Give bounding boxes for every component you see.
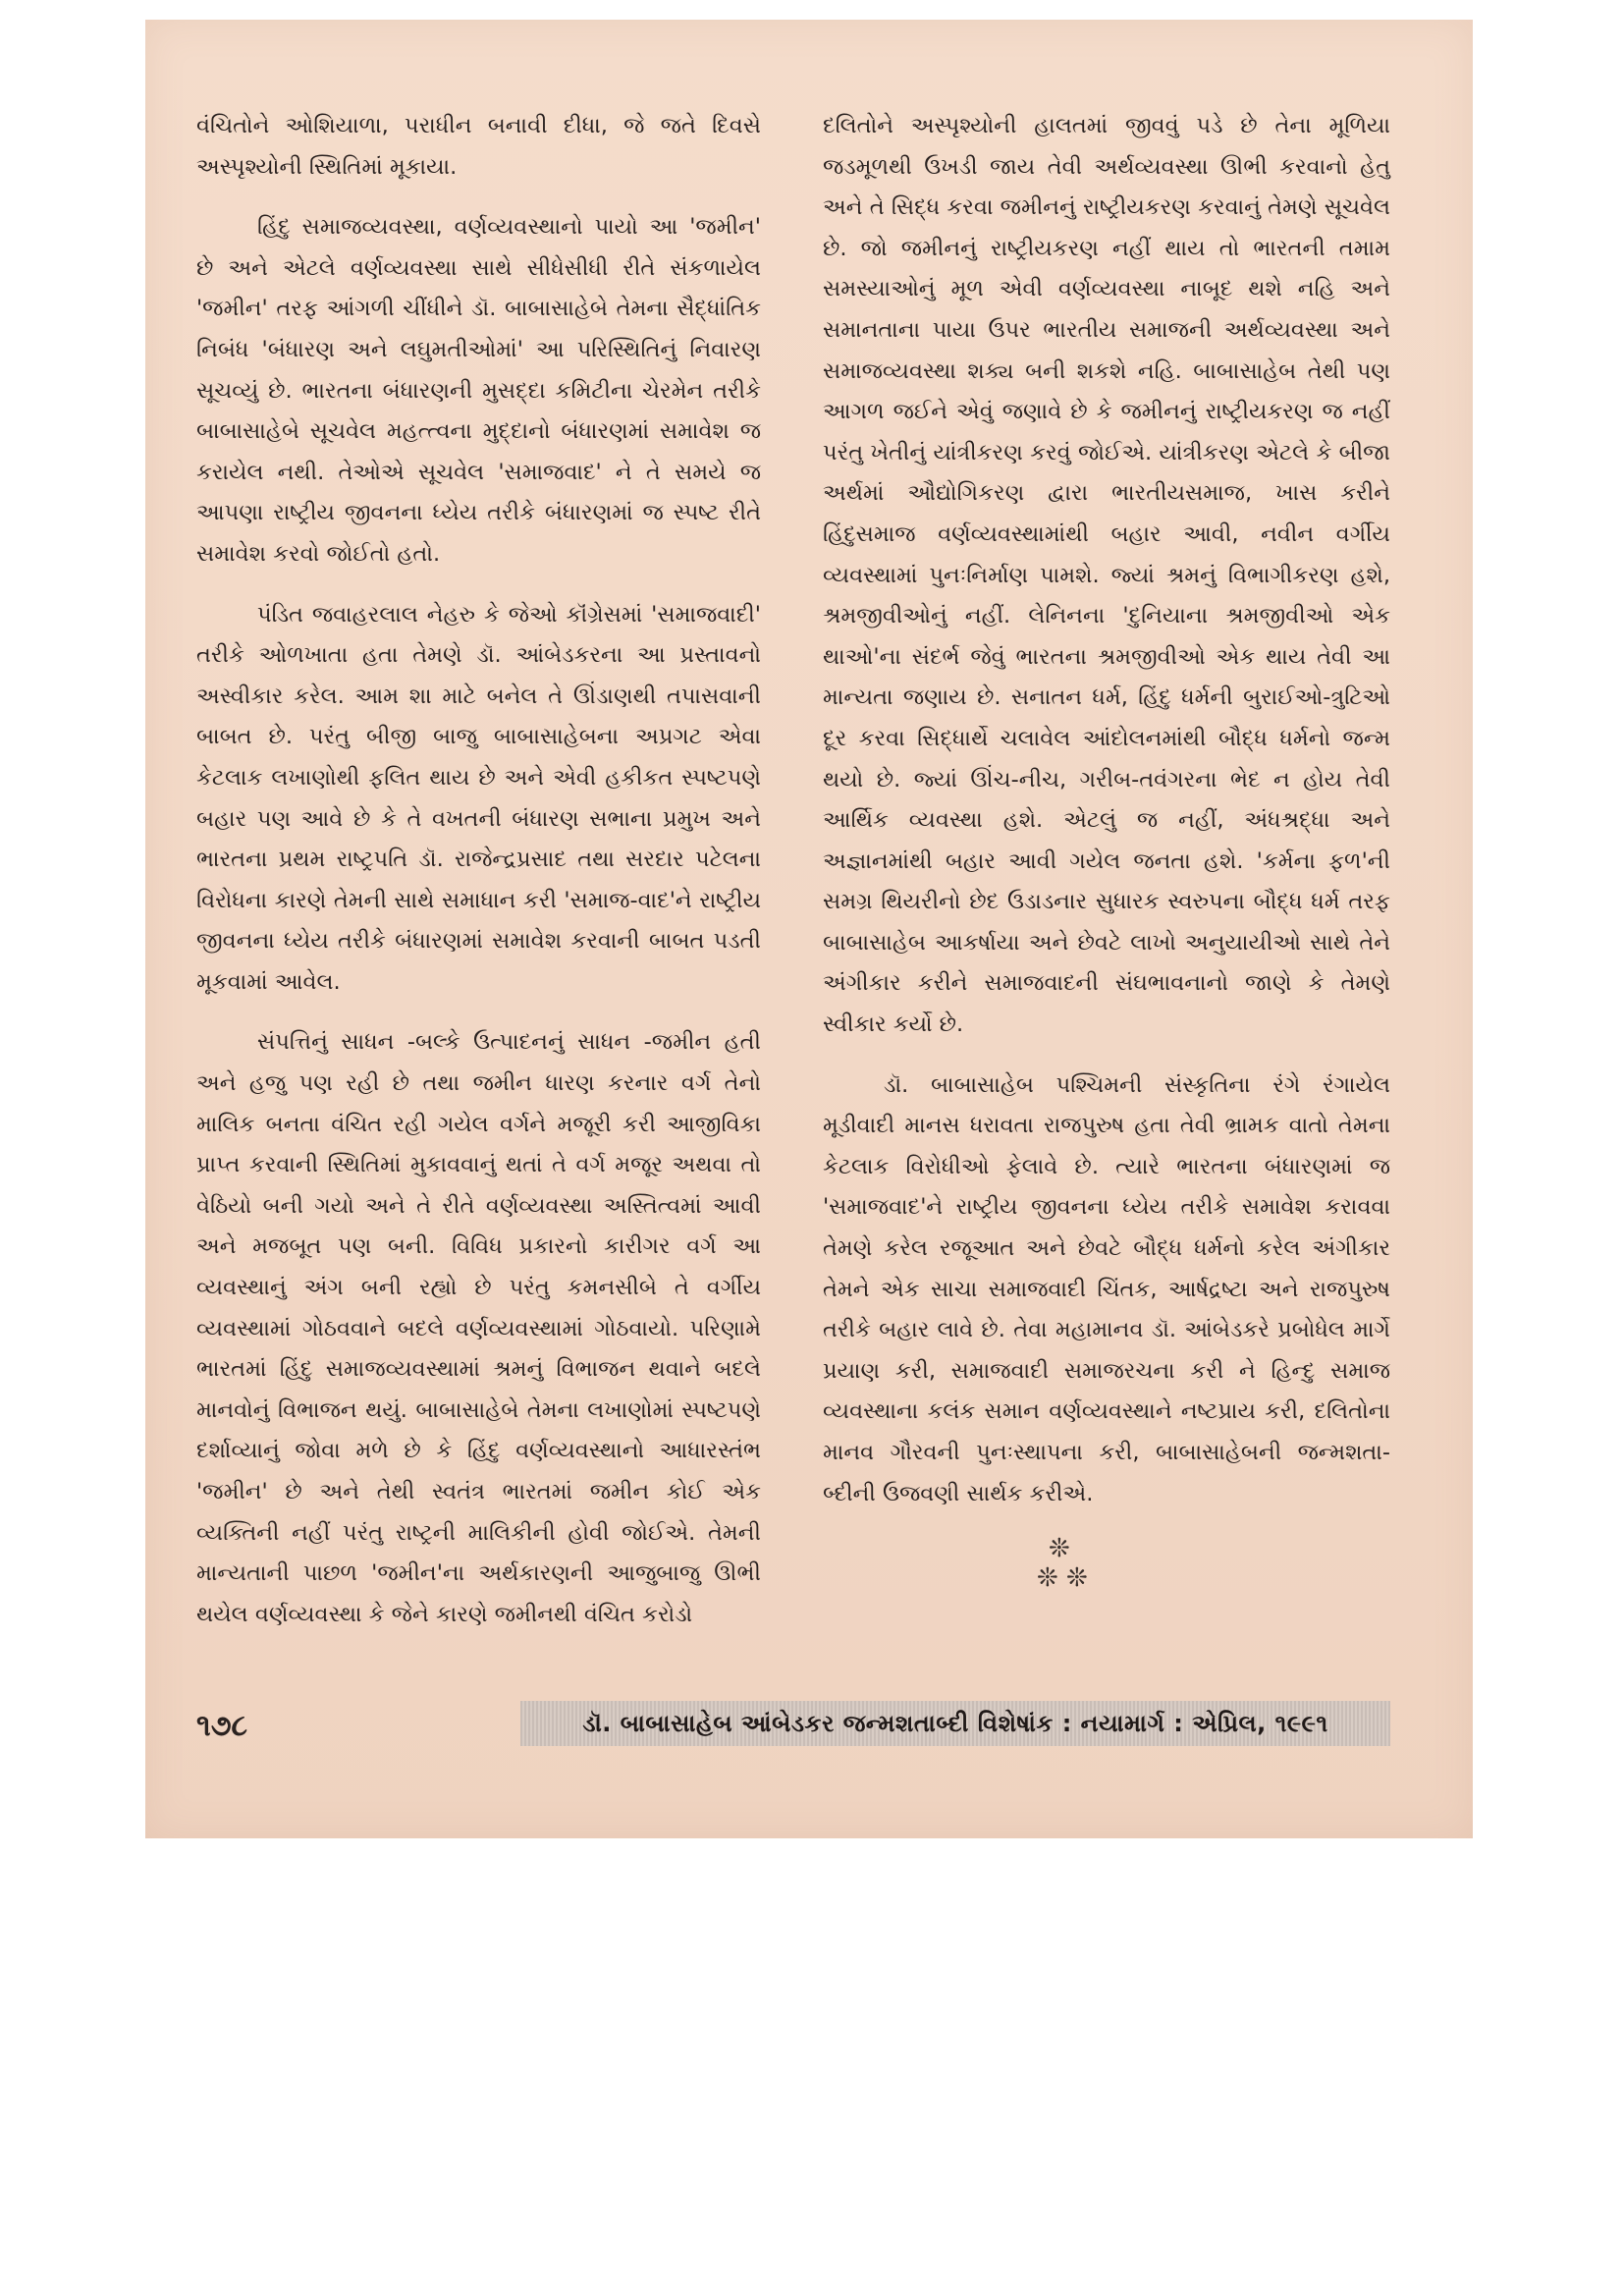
paragraph: પંડિત જવાહરલાલ નેહરુ કે જેઓ કૉંગ્રેસમાં 'સમાજવાદી' તરીકે ઓળખાતા હતા તેમણે ડૉ. આંબેડકરના આ પ્રસ્તાવનો અસ્વીકાર કરેલ. આમ શા માટે બનેલ તે ઊંડાણથી તપાસવાની બાબત છે. પરંતુ બીજી બાજુ બાબાસાહેબના અપ્રગટ એવા કેટલાક લખાણોથી ફલિત થાય છે અને એવી હકીકત સ્પષ્ટપણે બહાર પણ આવે છે કે તે વખતની બંધારણ સભાના પ્રમુખ અને ભારતના પ્રથમ રાષ્ટ્રપતિ ડૉ. રાજેન્દ્રપ્રસાદ તથા સરદાર પટેલના વિરોધના કારણે તેમની સાથે સમાધાન કરી 'સમાજ-વાદ'ને રાષ્ટ્રીય જીવનના ધ્યેય તરીકે બંધારણમાં સમાવેશ કરવાની બાબત પડતી મૂકવામાં આવેલ. [196,601,761,995]
paragraph: ડૉ. બાબાસાહેબ પશ્ચિમની સંસ્કૃતિના રંગે રંગાયેલ મૂડીવાદી માનસ ધરાવતા રાજપુરુષ હતા તેવી ભ્રામક વાતો તેમના કેટલાક વિરોધીઓ ફેલાવે છે. ત્યારે ભારતના બંધારણમાં જ 'સમાજવાદ'ને રાષ્ટ્રીય જીવનના ધ્યેય તરીકે સમાવેશ કરાવવા તેમણે કરેલ રજૂઆત અને છેવટે બૌદ્ધ ધર્મનો કરેલ અંગીકાર તેમને એક સાચા સમાજવાદી ચિંતક, આર્ષદ્રષ્ટા અને રાજપુરુષ તરીકે બહાર લાવે છે. તેવા મહામાનવ ડૉ. આંબેડકરે પ્રબોધેલ માર્ગે પ્રયાણ કરી, સમાજવાદી સમાજરચના કરી ને હિન્દુ સમાજ વ્યવસ્થાના કલંક સમાન વર્ણવ્યવસ્થાને નષ્ટપ્રાય કરી, દલિતોના માનવ ગૌરવની પુનઃસ્થાપના કરી, બાબાસાહેબની જન્મશતા-બ્દીની ઉજવણી સાર્થક કરીએ. [823,1071,1390,1506]
page-number: ૧૭૮ [196,1709,248,1743]
footer-banner: ડૉ. બાબાસાહેબ આંબેડકર જન્મશતાબ્દી વિશેષાંક : નયામાર્ગ : એપ્રિલ, ૧૯૯૧ [520,1701,1390,1746]
left-column [196,106,761,1655]
paragraph: હિંદુ સમાજવ્યવસ્થા, વર્ણવ્યવસ્થાનો પાયો આ 'જમીન' છે અને એટલે વર્ણવ્યવસ્થા સાથે સીધેસીધી રીતે સંકળાયેલ 'જમીન' તરફ આંગળી ચીંધીને ડૉ. બાબાસાહેબે તેમના સૈદ્ધાંતિક નિબંધ 'બંધારણ અને લઘુમતીઓમાં' આ પરિસ્થિતિનું નિવારણ સૂચવ્યું છે. ભારતના બંધારણની મુસદ્દા કમિટીના ચેરમેન તરીકે બાબાસાહેબે સૂચવેલ મહત્ત્વના મુદ્દાનો બંધારણમાં સમાવેશ જ કરાયેલ નથી. તેઓએ સૂચવેલ 'સમાજવાદ' ને તે સમયે જ આપણા રાષ્ટ્રીય જીવનના ધ્યેય તરીકે બંધારણમાં જ સ્પષ્ટ રીતે સમાવેશ કરવો જોઈતો હતો. [196,214,761,567]
ornament-icon: ❊ [1049,1534,1070,1564]
paragraph: દલિતોને અસ્પૃશ્યોની હાલતમાં જીવવું પડે છે તેના મૂળિયા જડમૂળથી ઉખડી જાય તેવી અર્થવ્યવસ્થા ઊભી કરવાનો હેતુ અને તે સિદ્ધ કરવા જમીનનું રાષ્ટ્રીયકરણ કરવાનું તેમણે સૂચવેલ છે. જો જમીનનું રાષ્ટ્રીયકરણ નહીં થાય તો ભારતની તમામ સમસ્યાઓનું મૂળ એવી વર્ણવ્યવસ્થા નાબૂદ થશે નહિ અને સમાનતાના પાયા ઉપર ભારતીય સમાજની અર્થવ્યવસ્થા અને સમાજવ્યવસ્થા શક્ય બની શકશે નહિ. બાબાસાહેબ તેથી પણ આગળ જઈને એવું જણાવે છે કે જમીનનું રાષ્ટ્રીયકરણ જ નહીં પરંતુ ખેતીનું યાંત્રીકરણ કરવું જોઈએ. યાંત્રીકરણ એટલે કે બીજા અર્થમાં ઔદ્યોગિકરણ દ્વારા ભારતીયસમાજ, ખાસ કરીને હિંદુસમાજ વર્ણવ્યવસ્થામાંથી બહાર આવી, નવીન વર્ગીય વ્યવસ્થામાં પુનઃનિર્માણ પામશે. જ્યાં શ્રમનું વિભાગીકરણ હશે, શ્રમજીવીઓનું નહીં. લેનિનના 'દુનિયાના શ્રમજીવીઓ એક થાઓ'ના સંદર્ભ જેવું ભારતના શ્રમજીવીઓ એક થાય તેવી આ માન્યતા જણાય છે. સનાતન ધર્મ, હિંદુ ધર્મની બુરાઈઓ-ત્રુટિઓ દૂર કરવા સિદ્ધાર્થે ચલાવેલ આંદોલનમાંથી બૌદ્ધ ધર્મનો જન્મ થયો છે. જ્યાં ઊંચ-નીચ, ગરીબ-તવંગરના ભેદ ન હોય તેવી આર્થિક વ્યવસ્થા હશે. એટલું જ નહીં, અંધશ્રદ્ધા અને અજ્ઞાનમાંથી બહાર આવી ગયેલ જનતા હશે. 'કર્મના ફળ'ની સમગ્ર થિયરીનો છેદ ઉડાડનાર સુધારક સ્વરુપના બૌદ્ધ ધર્મ તરફ બાબાસાહેબ આકર્ષાયા અને છેવટે લાખો અનુયાયીઓ સાથે તેને અંગીકાર કરીને સમાજવાદની સંઘભાવનાનો જાણે કે તેમણે સ્વીકાર કર્યો છે. [823,113,1390,1038]
right-column [823,106,1390,1593]
paragraph: સંપત્તિનું સાધન -બલ્કે ઉત્પાદનનું સાધન -જમીન હતી અને હજુ પણ રહી છે તથા જમીન ધારણ કરનાર વર્ગ તેનો માલિક બનતા વંચિત રહી ગયેલ વર્ગને મજૂરી કરી આજીવિકા પ્રાપ્ત કરવાની સ્થિતિમાં મુકાવવાનું થતાં તે વર્ગ મજૂર અથવા તો વેઠિયો બની ગયો અને તે રીતે વર્ણવ્યવસ્થા અસ્તિત્વમાં આવી અને મજબૂત પણ બની. વિવિધ પ્રકારનો કારીગર વર્ગ આ વ્યવસ્થાનું અંગ બની રહ્યો છે પરંતુ કમનસીબે તે વર્ગીય વ્યવસ્થામાં ગોઠવવાને બદલે વર્ણવ્યવસ્થામાં ગોઠવાયો. પરિણામે ભારતમાં હિંદુ સમાજવ્યવસ્થામાં શ્રમનું વિભાજન થવાને બદલે માનવોનું વિભાજન થયું. બાબાસાહેબે તેમના લખાણોમાં સ્પષ્ટપણે દર્શાવ્યાનું જોવા મળે છે કે હિંદુ વર્ણવ્યવસ્થાનો આધારસ્તંભ 'જમીન' છે અને તેથી સ્વતંત્ર ભારતમાં જમીન કોઈ એક વ્યક્તિની નહીં પરંતુ રાષ્ટ્રની માલિકીની હોવી જોઈએ. તેમની માન્યતાની પાછળ 'જમીન'ના અર્થકારણની આજુબાજુ ઊભી થયેલ વર્ણવ્યવસ્થા કે જેને કારણે જમીનથી વંચિત કરોડો [196,1029,761,1627]
ornament-icon: ❊ ❊ [1037,1563,1088,1594]
paragraph: વંચિતોને ઓશિયાળા, પરાધીન બનાવી દીધા, જે જતે દિવસે અસ્પૃશ્યોની સ્થિતિમાં મૂકાયા. [196,113,761,180]
